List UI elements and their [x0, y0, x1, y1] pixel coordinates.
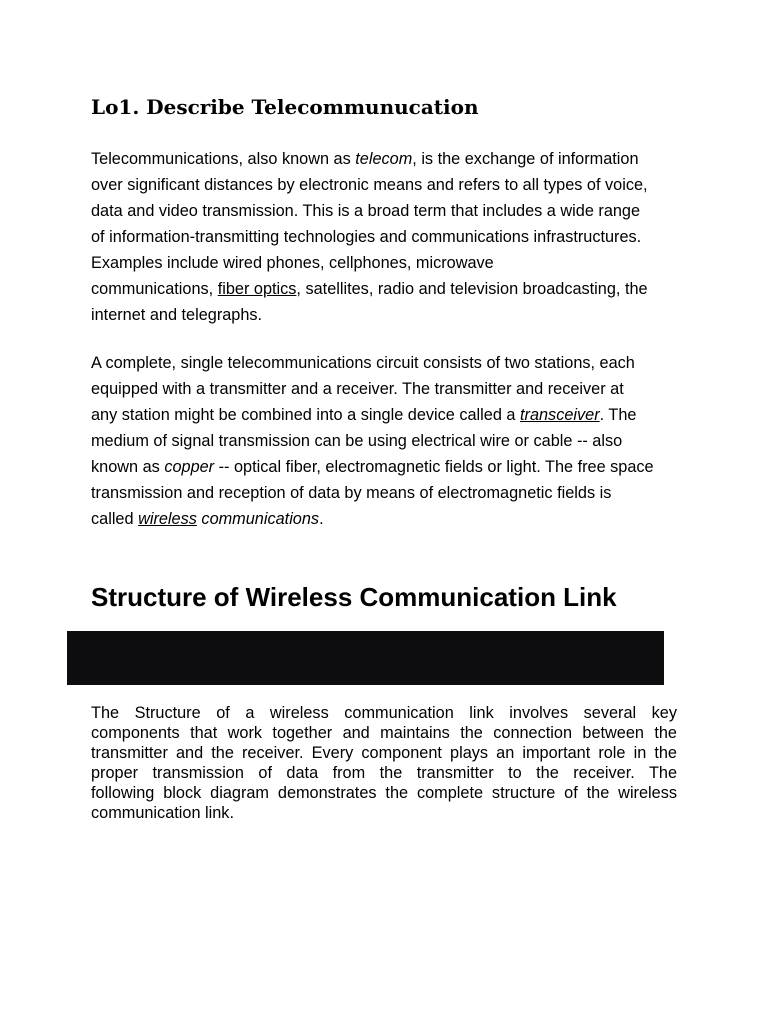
section-heading-telecommunication: Lo1. Describe Telecommunucation — [91, 95, 479, 119]
text-line: components that work together and maintains the connection between the — [91, 724, 677, 742]
text-line: equipped with a transmitter and a receiver. The transmitter and receiver at — [91, 380, 624, 398]
link-fiber-optics[interactable]: fiber optics — [217, 280, 297, 298]
text-line: proper transmission of data from the transmitter to the receiver. The — [91, 764, 677, 782]
text-run: . — [319, 510, 324, 528]
text-line: medium of signal transmission can be using electrical wire or cable -- also — [91, 432, 623, 450]
text-line — [91, 402, 681, 428]
text-line: following block diagram demonstrates the complete structure of the wireless — [91, 784, 677, 802]
link-wireless[interactable]: wireless — [138, 510, 197, 528]
text-line — [91, 506, 681, 532]
text-run: any station might be combined into a single device called a — [91, 406, 520, 424]
text-line: transmitter and the receiver. Every component plays an important role in the — [91, 744, 677, 762]
redacted-block — [67, 631, 664, 685]
text-line: A complete, single telecommunications circuit consists of two stations, each — [91, 354, 635, 372]
text-line — [91, 454, 681, 480]
text-run: . The — [599, 406, 637, 424]
text-line: data and video transmission. This is a broad term that includes a wide range — [91, 202, 641, 220]
paragraph-telecom-circuit — [91, 350, 681, 532]
section-heading-wireless-link: Structure of Wireless Communication Link — [91, 582, 617, 612]
text-run: communications, — [91, 280, 218, 298]
text-run: , satellites, radio and television broadcasting, the — [296, 280, 648, 298]
text-run: , is the exchange of information — [412, 150, 639, 168]
text-line: transmission and reception of data by means of electromagnetic fields is — [91, 484, 612, 502]
text-run: -- optical fiber, electromagnetic fields or light. The free space — [214, 458, 654, 476]
italic-term-telecom: telecom — [355, 150, 413, 168]
paragraph-wireless-structure — [91, 703, 677, 823]
text-run: known as — [91, 458, 165, 476]
text-line: internet and telegraphs. — [91, 306, 263, 324]
text-line: communication link. — [91, 804, 234, 822]
text-line: The Structure of a wireless communication link involves several key — [91, 704, 677, 722]
italic-term-copper: copper — [164, 458, 215, 476]
italic-term-communications: communications — [201, 510, 320, 528]
text-run: called — [91, 510, 139, 528]
text-line: over significant distances by electronic means and refers to all types of voice, — [91, 176, 648, 194]
link-transceiver[interactable]: transceiver — [520, 406, 600, 424]
paragraph-telecom-definition — [91, 146, 681, 328]
text-run: Telecommunications, also known as — [91, 150, 356, 168]
text-line: of information-transmitting technologies and communications infrastructures. — [91, 228, 642, 246]
text-line: Examples include wired phones, cellphones, microwave — [91, 254, 494, 272]
text-line — [91, 276, 681, 302]
text-line — [91, 146, 681, 172]
